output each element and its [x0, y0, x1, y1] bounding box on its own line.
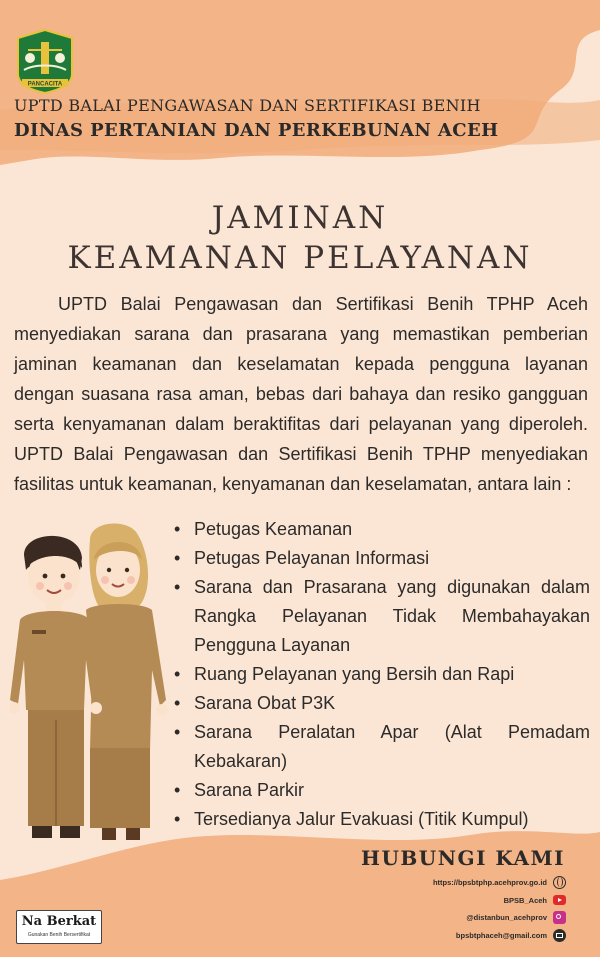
badge-title: Na Berkat	[21, 914, 97, 929]
logo-text: PANCACITA	[27, 81, 63, 88]
contact-title: HUBUNGI KAMI	[361, 846, 565, 870]
list-item: • Sarana Parkir	[170, 776, 590, 805]
list-item: • Sarana Peralatan Apar (Alat Pemadam Kebakaran)	[170, 718, 590, 776]
na-berkat-badge	[16, 910, 102, 944]
globe-icon	[553, 876, 566, 889]
department-name: DINAS PERTANIAN DAN PERKEBUNAN ACEH	[14, 120, 499, 141]
email-address[interactable]: bpsbtphaceh@gmail.com	[455, 930, 547, 940]
contact-website-row[interactable]	[433, 873, 566, 891]
contact-youtube-row[interactable]	[504, 891, 566, 909]
institution-name: UPTD BALAI PENGAWASAN DAN SERTIFIKASI BENIH	[14, 96, 481, 115]
contact-instagram-row[interactable]	[466, 908, 566, 926]
list-item: • Petugas Keamanan	[170, 515, 590, 544]
youtube-handle[interactable]: BPSB_Aceh	[503, 895, 547, 905]
mail-icon	[553, 929, 566, 942]
contact-email-row[interactable]	[456, 926, 566, 944]
list-item: • Petugas Pelayanan Informasi	[170, 544, 590, 573]
website-link[interactable]: https://bpsbtphp.acehprov.go.id	[432, 877, 547, 887]
aceh-emblem-logo	[14, 28, 76, 94]
title-line-2: KEAMANAN PELAYANAN	[67, 240, 533, 276]
instagram-icon	[553, 911, 566, 924]
page-title	[0, 198, 600, 278]
list-item: • Ruang Pelayanan yang Bersih dan Rapi	[170, 660, 590, 689]
intro-paragraph	[14, 289, 588, 499]
badge-subtitle: Gunakan Benih Bersertifikat	[27, 932, 91, 938]
list-item: • Sarana Obat P3K	[170, 689, 590, 718]
list-item: • Sarana dan Prasarana yang digunakan dalam Rangka Pelayanan Tidak Membahayakan Pengguna Layanan	[170, 573, 590, 660]
facility-list	[170, 515, 590, 834]
title-line-1: JAMINAN	[211, 200, 389, 236]
instagram-handle[interactable]: @distanbun_acehprov	[466, 912, 547, 922]
staff-illustration	[10, 510, 185, 850]
list-item: • Tersedianya Jalur Evakuasi (Titik Kumpul)	[170, 805, 590, 834]
intro-text: UPTD Balai Pengawasan dan Sertifikasi Benih TPHP Aceh menyediakan sarana dan prasarana yang memastikan pemberian jaminan keamanan dan keselamatan kepada pengguna layanan dengan suasana rasa aman, bebas dari bahaya dan resiko gangguan serta kenyamanan dalam beraktifitas dari pelayanan yang diperoleh. UPTD Balai Pengawasan dan Sertifikasi Benih TPHP menyediakan fasilitas untuk keamanan, kenyamanan dan keselamatan, antara lain :	[14, 294, 588, 494]
youtube-icon	[553, 895, 566, 905]
